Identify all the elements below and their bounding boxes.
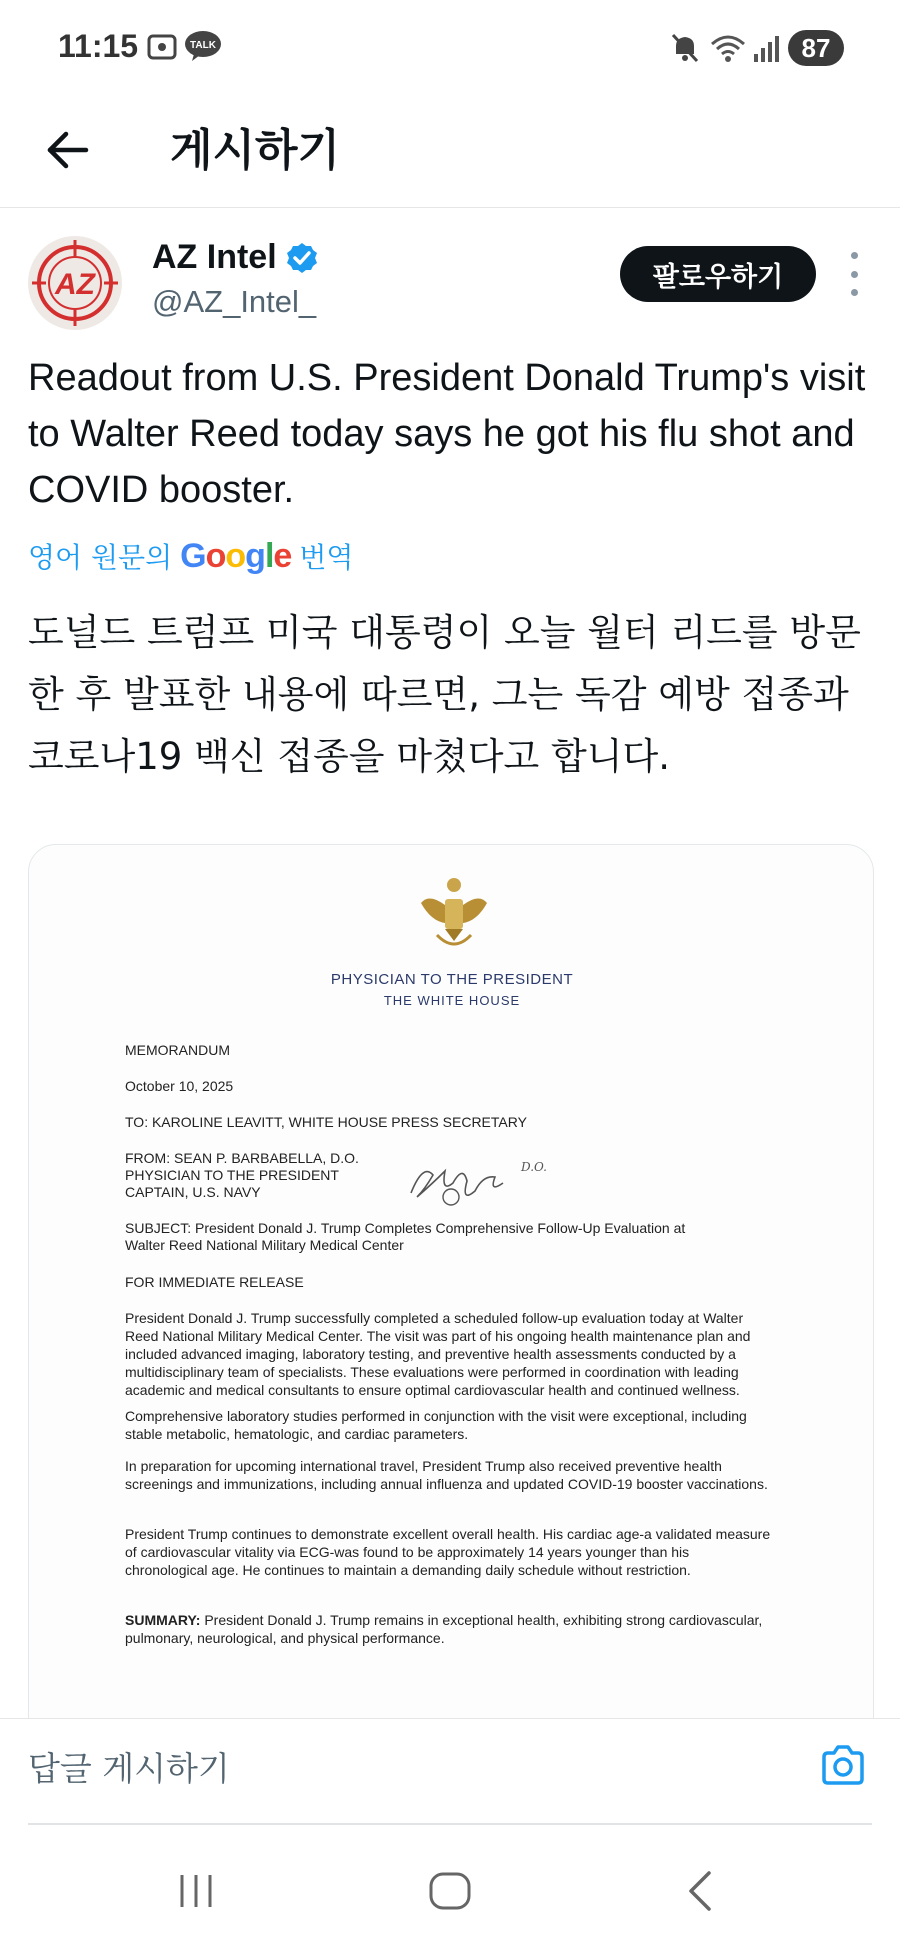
author-handle[interactable]: @AZ_Intel_ [152, 284, 317, 319]
translate-prefix: 영어 원문의 [28, 541, 173, 574]
memo-from-rank: CAPTAIN, U.S. NAVY [125, 1184, 261, 1200]
memo-heading: MEMORANDUM [125, 1042, 230, 1058]
presidential-seal-icon [417, 875, 491, 955]
recent-apps-button[interactable] [166, 1866, 226, 1916]
reply-bar [0, 1718, 900, 1822]
memo-subtitle: THE WHITE HOUSE [383, 993, 521, 1008]
screenshot-icon [146, 32, 178, 66]
more-options-icon[interactable] [842, 252, 866, 296]
svg-text:AZ: AZ [55, 268, 95, 301]
translate-suffix: 번역 [299, 541, 354, 574]
kakaotalk-icon [184, 30, 222, 66]
signal-icon [752, 32, 782, 68]
wifi-icon [708, 32, 748, 68]
memo-summary [125, 1611, 775, 1647]
back-icon [685, 1871, 715, 1911]
home-button[interactable] [420, 1866, 480, 1916]
post-text: Readout from U.S. President Donald Trump's visit to Walter Reed today says he got his flu shot and COVID booster. [28, 357, 866, 511]
author-name[interactable] [152, 238, 319, 277]
reply-input[interactable]: 답글 게시하기 [28, 1749, 230, 1788]
memo-subject-cont: Walter Reed National Military Medical Center [125, 1237, 404, 1253]
recent-apps-icon [176, 1873, 216, 1909]
author-display-name: AZ Intel [152, 238, 277, 276]
memo-release: FOR IMMEDIATE RELEASE [125, 1274, 304, 1290]
memo-from: FROM: SEAN P. BARBABELLA, D.O. [125, 1150, 359, 1166]
memo-date: October 10, 2025 [125, 1078, 234, 1094]
memo-paragraph-3: In preparation for upcoming international travel, President Trump also received preventive health screenings and immunizations, including annual influenza and updated COVID-19 booster vaccinations. [125, 1458, 768, 1492]
memo-document [29, 845, 874, 1724]
home-icon [428, 1871, 472, 1911]
verified-badge-icon [285, 241, 319, 275]
arrow-left-icon [46, 130, 90, 170]
post-image[interactable] [28, 844, 874, 1724]
google-logo: Google [180, 536, 292, 575]
translated-text: 도널드 트럼프 미국 대통령이 오늘 월터 리드를 방문한 후 발표한 내용에 따르면, 그는 독감 예방 접종과 코로나19 백신 접종을 마쳤다고 합니다. [28, 611, 861, 778]
mute-icon [670, 32, 700, 68]
signature-icon [403, 1153, 553, 1213]
reply-underline [28, 1823, 872, 1825]
svg-text:TALK: TALK [190, 40, 216, 51]
memo-paragraph-2: Comprehensive laboratory studies performed in conjunction with the visit were exceptional, including stable metabolic, hematologic, and cardiac parameters. [125, 1408, 747, 1442]
memo-paragraph-4: President Trump continues to demonstrate excellent overall health. His cardiac age-a validated measure of cardiovascular vitality via ECG-was found to be approximately 14 years younger than his chronological age. He continues to maintain a demanding daily schedule without restriction. [125, 1526, 771, 1578]
page-title: 게시하기 [170, 125, 341, 176]
back-button[interactable] [36, 118, 100, 182]
battery-level: 87 [788, 30, 844, 66]
nav-back-button[interactable] [670, 1866, 730, 1916]
memo-summary-label: SUMMARY: [125, 1612, 201, 1628]
avatar[interactable] [28, 236, 122, 330]
memo-to: TO: KAROLINE LEAVITT, WHITE HOUSE PRESS SECRETARY [125, 1114, 527, 1130]
system-nav-bar [0, 1826, 900, 1950]
translation-attribution[interactable] [28, 536, 353, 576]
az-intel-logo-icon [28, 236, 122, 330]
memo-paragraph-1: President Donald J. Trump successfully completed a scheduled follow-up evaluation today at Walter Reed National Military Medical Center. The visit was part of his ongoing health maintenance plan and included advanced imaging, laboratory testing, and preventive health assessments conducted by a multidisciplinary team of specialists. These evaluations were performed in coordination with leading academic and medical consultants to ensure optimal cardiovascular health and continued wellness. [125, 1310, 751, 1398]
camera-icon[interactable] [818, 1741, 868, 1791]
memo-from-title: PHYSICIAN TO THE PRESIDENT [125, 1167, 339, 1183]
status-time: 11:15 [58, 28, 139, 64]
memo-title: PHYSICIAN TO THE PRESIDENT [330, 971, 574, 988]
top-app-bar [0, 96, 900, 208]
status-bar [0, 0, 900, 96]
follow-button[interactable]: 팔로우하기 [620, 246, 816, 302]
memo-subject: SUBJECT: President Donald J. Trump Completes Comprehensive Follow-Up Evaluation at [125, 1220, 686, 1236]
memo-summary-text: President Donald J. Trump remains in exceptional health, exhibiting strong cardiovascular, pulmonary, neurological, and physical performance. [125, 1612, 763, 1646]
svg-text:D.O.: D.O. [521, 1160, 547, 1174]
